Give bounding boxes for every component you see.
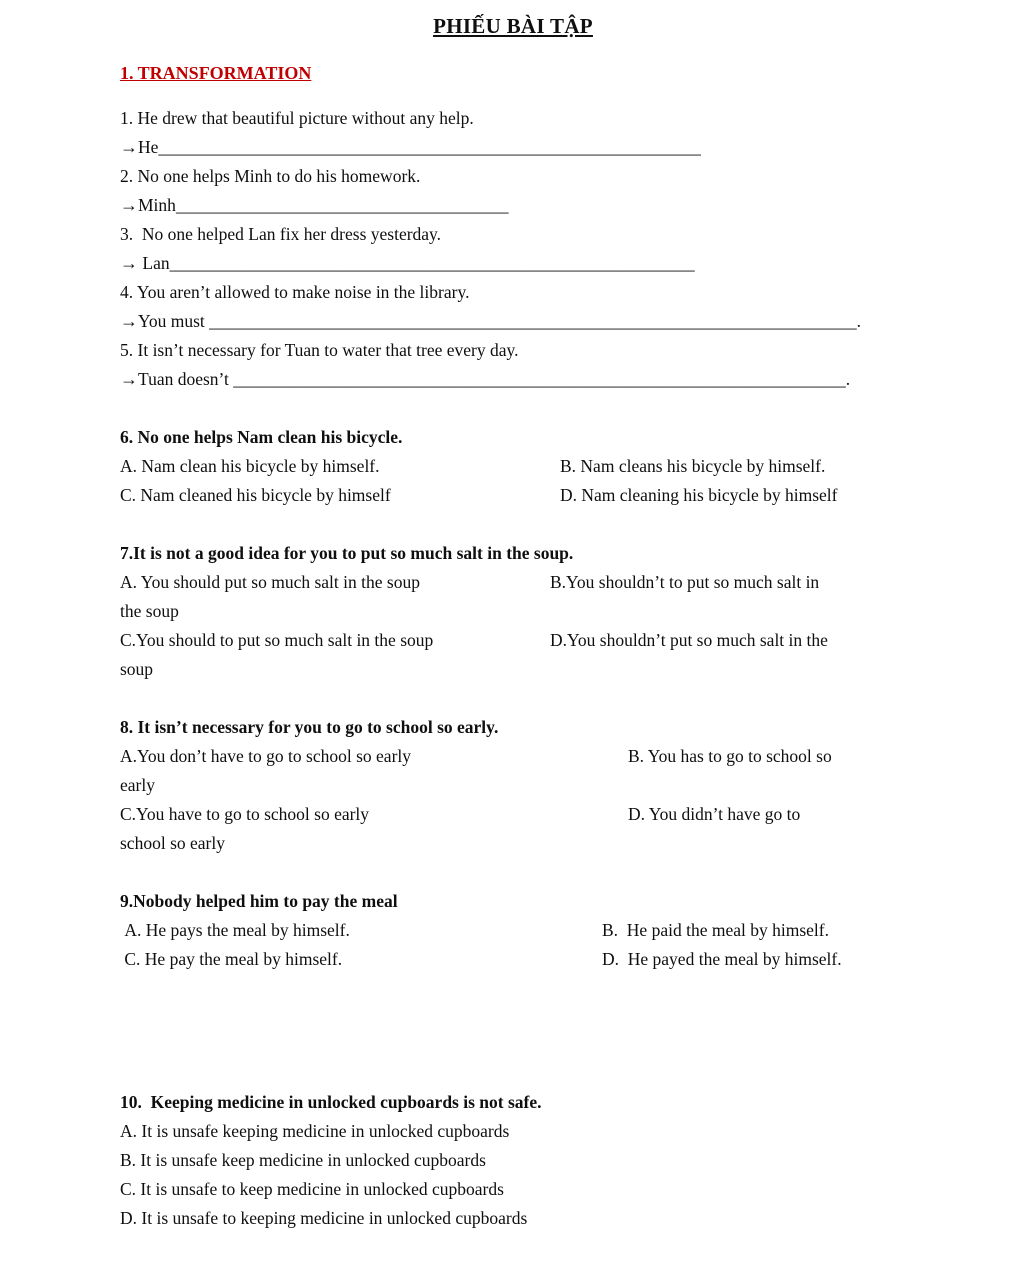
transformation-rewrite-line xyxy=(120,249,906,278)
transformation-sentence: 5. It isn’t necessary for Tuan to water that tree every day. xyxy=(120,340,519,360)
mcq-question: 8. It isn’t necessary for you to go to school so early. xyxy=(120,717,499,737)
answer-blank: ____________________________________________________________ xyxy=(169,253,695,273)
answer-blank: ______________________________________________________________ xyxy=(158,137,701,157)
transformation-list xyxy=(120,104,906,394)
mcq-option-line xyxy=(120,800,906,829)
mcq-option: D. You didn’t have go to xyxy=(628,804,801,824)
mcq-option: D.You shouldn’t put so much salt in the xyxy=(550,630,828,650)
mcq-option: A. Nam clean his bicycle by himself. xyxy=(120,456,380,476)
section-heading: 1. TRANSFORMATION xyxy=(120,63,312,83)
mcq-question: 9.Nobody helped him to pay the meal xyxy=(120,891,398,911)
arrow-icon: → xyxy=(120,195,138,215)
mcq-option: B. He paid the meal by himself. xyxy=(602,920,829,940)
transformation-item xyxy=(120,336,906,394)
mcq-option: D. He payed the meal by himself. xyxy=(602,949,842,969)
transformation-sentence: 3. No one helped Lan fix her dress yesterday. xyxy=(120,224,442,244)
mcq-list xyxy=(120,423,906,1233)
transformation-sentence: 1. He drew that beautiful picture without any help. xyxy=(120,108,474,128)
mcq-option: A.You don’t have to go to school so early xyxy=(120,746,412,766)
answer-blank: ______________________________________________________________________ xyxy=(233,369,846,389)
page-title: PHIẾU BÀI TẬP xyxy=(433,14,593,38)
mcq-option-line xyxy=(120,481,906,510)
rewrite-prefix: Tuan doesn’t xyxy=(138,369,234,389)
mcq-item xyxy=(120,539,906,684)
transformation-item xyxy=(120,162,906,220)
mcq-item xyxy=(120,713,906,858)
mcq-option-line xyxy=(120,626,906,655)
mcq-option: soup xyxy=(120,659,154,679)
rewrite-prefix: He xyxy=(138,137,159,157)
mcq-option-line xyxy=(120,452,906,481)
arrow-icon: → xyxy=(120,137,138,157)
answer-blank: __________________________________________________________________________ xyxy=(209,311,857,331)
mcq-option: school so early xyxy=(120,833,225,853)
arrow-icon: → xyxy=(120,253,138,273)
transformation-item xyxy=(120,278,906,336)
answer-blank: ______________________________________ xyxy=(175,195,509,215)
mcq-option: D. Nam cleaning his bicycle by himself xyxy=(560,485,838,505)
mcq-question: 6. No one helps Nam clean his bicycle. xyxy=(120,427,403,447)
transformation-item xyxy=(120,220,906,278)
mcq-option: A. You should put so much salt in the soup xyxy=(120,572,420,592)
mcq-option: B. Nam cleans his bicycle by himself. xyxy=(560,456,826,476)
rewrite-prefix: Minh xyxy=(138,195,176,215)
mcq-option-line xyxy=(120,945,906,974)
transformation-item xyxy=(120,104,906,162)
mcq-question: 7.It is not a good idea for you to put so much salt in the soup. xyxy=(120,543,574,563)
transformation-sentence: 4. You aren’t allowed to make noise in the library. xyxy=(120,282,470,302)
mcq-option: C.You should to put so much salt in the soup xyxy=(120,630,434,650)
mcq-option: C.You have to go to school so early xyxy=(120,804,370,824)
mcq-option: C. It is unsafe to keep medicine in unlocked cupboards xyxy=(120,1179,504,1199)
mcq-option-line xyxy=(120,655,906,684)
mcq-option: C. Nam cleaned his bicycle by himself xyxy=(120,485,391,505)
rewrite-suffix: . xyxy=(856,311,862,331)
mcq-option-line xyxy=(120,771,906,800)
mcq-option: A. He pays the meal by himself. xyxy=(120,920,350,940)
mcq-option-line xyxy=(120,742,906,771)
mcq-option: B. It is unsafe keep medicine in unlocked cupboards xyxy=(120,1150,486,1170)
mcq-question: 10. Keeping medicine in unlocked cupboards is not safe. xyxy=(120,1092,542,1112)
rewrite-prefix: You must xyxy=(138,311,210,331)
mcq-option: C. He pay the meal by himself. xyxy=(120,949,343,969)
transformation-rewrite-line xyxy=(120,307,906,336)
mcq-option: B. You has to go to school so xyxy=(628,746,832,766)
mcq-option-line xyxy=(120,1175,906,1204)
transformation-rewrite-line xyxy=(120,133,906,162)
mcq-item xyxy=(120,1088,906,1233)
mcq-item xyxy=(120,423,906,510)
mcq-option: A. It is unsafe keeping medicine in unlocked cupboards xyxy=(120,1121,510,1141)
mcq-option-line xyxy=(120,916,906,945)
transformation-sentence: 2. No one helps Minh to do his homework. xyxy=(120,166,421,186)
mcq-option: B.You shouldn’t to put so much salt in xyxy=(550,572,820,592)
rewrite-suffix: . xyxy=(845,369,851,389)
mcq-option: early xyxy=(120,775,155,795)
mcq-item xyxy=(120,887,906,974)
arrow-icon: → xyxy=(120,311,138,331)
arrow-icon: → xyxy=(120,369,138,389)
mcq-option-line xyxy=(120,829,906,858)
mcq-option-line xyxy=(120,1146,906,1175)
transformation-rewrite-line xyxy=(120,191,906,220)
rewrite-prefix: Lan xyxy=(138,253,170,273)
mcq-option-line xyxy=(120,1117,906,1146)
mcq-option-line xyxy=(120,568,906,597)
transformation-rewrite-line xyxy=(120,365,906,394)
mcq-option: the soup xyxy=(120,601,179,621)
mcq-option-line xyxy=(120,1204,906,1233)
mcq-option: D. It is unsafe to keeping medicine in unlocked cupboards xyxy=(120,1208,528,1228)
mcq-option-line xyxy=(120,597,906,626)
